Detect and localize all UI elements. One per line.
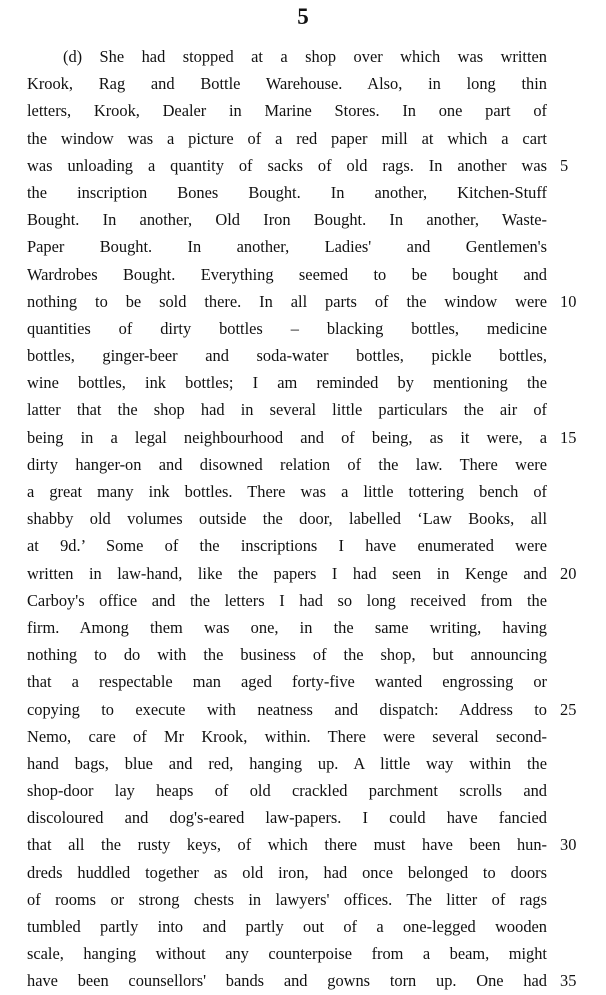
passage-line: that all the rusty keys, of which there must have been hun-: [27, 835, 547, 855]
passage-line: Nemo, care of Mr Krook, within. There were several second-: [27, 726, 547, 746]
line-number: 30: [560, 835, 577, 855]
passage-line: Carboy's office and the letters I had so long received from the: [27, 590, 547, 610]
passage-line: the window was a picture of a red paper mill at which a cart: [27, 128, 547, 148]
passage-line: the inscription Bones Bought. In another, Kitchen-Stuff: [27, 182, 547, 202]
passage-line: bottles, ginger-beer and soda-water bottles, pickle bottles,: [27, 346, 547, 366]
passage-line: a great many ink bottles. There was a little tottering bench of: [27, 482, 547, 501]
passage-line: written in law-hand, like the papers I had seen in Kenge and: [27, 563, 547, 583]
passage-line: copying to execute with neatness and dispatch: Address to: [27, 699, 547, 719]
passage-line: discoloured and dog's-eared law-papers. I could have fancied: [27, 808, 547, 828]
passage-line: that a respectable man aged forty-five wanted engrossing or: [27, 672, 547, 692]
line-number: 15: [560, 427, 577, 447]
passage-line: (d) She had stopped at a shop over which was written: [63, 47, 547, 66]
passage-line: tumbled partly into and partly out of a one-legged wooden: [27, 917, 547, 936]
passage-line: wine bottles, ink bottles; I am reminded by mentioning the: [27, 373, 547, 393]
page-number: 5: [297, 4, 309, 29]
passage-line: of rooms or strong chests in lawyers' offices. The litter of rags: [27, 889, 547, 909]
passage-line: Wardrobes Bought. Everything seemed to be bought and: [27, 264, 547, 284]
line-number: 10: [560, 291, 577, 311]
passage-line: latter that the shop had in several little particulars the air of: [27, 400, 547, 420]
line-number-column: [560, 43, 600, 995]
passage-line: shop-door lay heaps of old crackled parchment scrolls and: [27, 781, 547, 801]
passage-line: being in a legal neighbourhood and of being, as it were, a: [27, 427, 547, 447]
passage-line: nothing to do with the business of the shop, but announcing: [27, 645, 547, 665]
passage-line: letters, Krook, Dealer in Marine Stores. In one part of: [27, 101, 547, 121]
line-number: 25: [560, 699, 577, 719]
passage-text: [27, 43, 547, 995]
passage-line: quantities of dirty bottles – blacking bottles, medicine: [27, 318, 547, 338]
passage-line: was unloading a quantity of sacks of old rags. In another was: [27, 155, 547, 175]
passage-line: dirty hanger-on and disowned relation of the law. There were: [27, 454, 547, 474]
line-number: 35: [560, 971, 577, 991]
passage-line: hand bags, blue and red, hanging up. A little way within the: [27, 753, 547, 773]
passage-line: shabby old volumes outside the door, labelled ‘Law Books, all: [27, 509, 547, 529]
passage-line: Paper Bought. In another, Ladies' and Gentlemen's: [27, 237, 547, 257]
line-number: 20: [560, 563, 577, 583]
passage-line: have been counsellors' bands and gowns torn up. One had: [27, 971, 547, 991]
passage-line: nothing to be sold there. In all parts of the window were: [27, 291, 547, 311]
line-number: 5: [560, 155, 569, 175]
passage-line: dreds huddled together as old iron, had once belonged to doors: [27, 862, 547, 882]
passage-line: Bought. In another, Old Iron Bought. In another, Waste-: [27, 210, 547, 230]
passage-line: scale, hanging without any counterpoise from a beam, might: [27, 944, 547, 964]
passage-line: firm. Among them was one, in the same writing, having: [27, 617, 547, 637]
passage-line: at 9d.’ Some of the inscriptions I have enumerated were: [27, 536, 547, 556]
passage-line: Krook, Rag and Bottle Warehouse. Also, in long thin: [27, 74, 547, 94]
